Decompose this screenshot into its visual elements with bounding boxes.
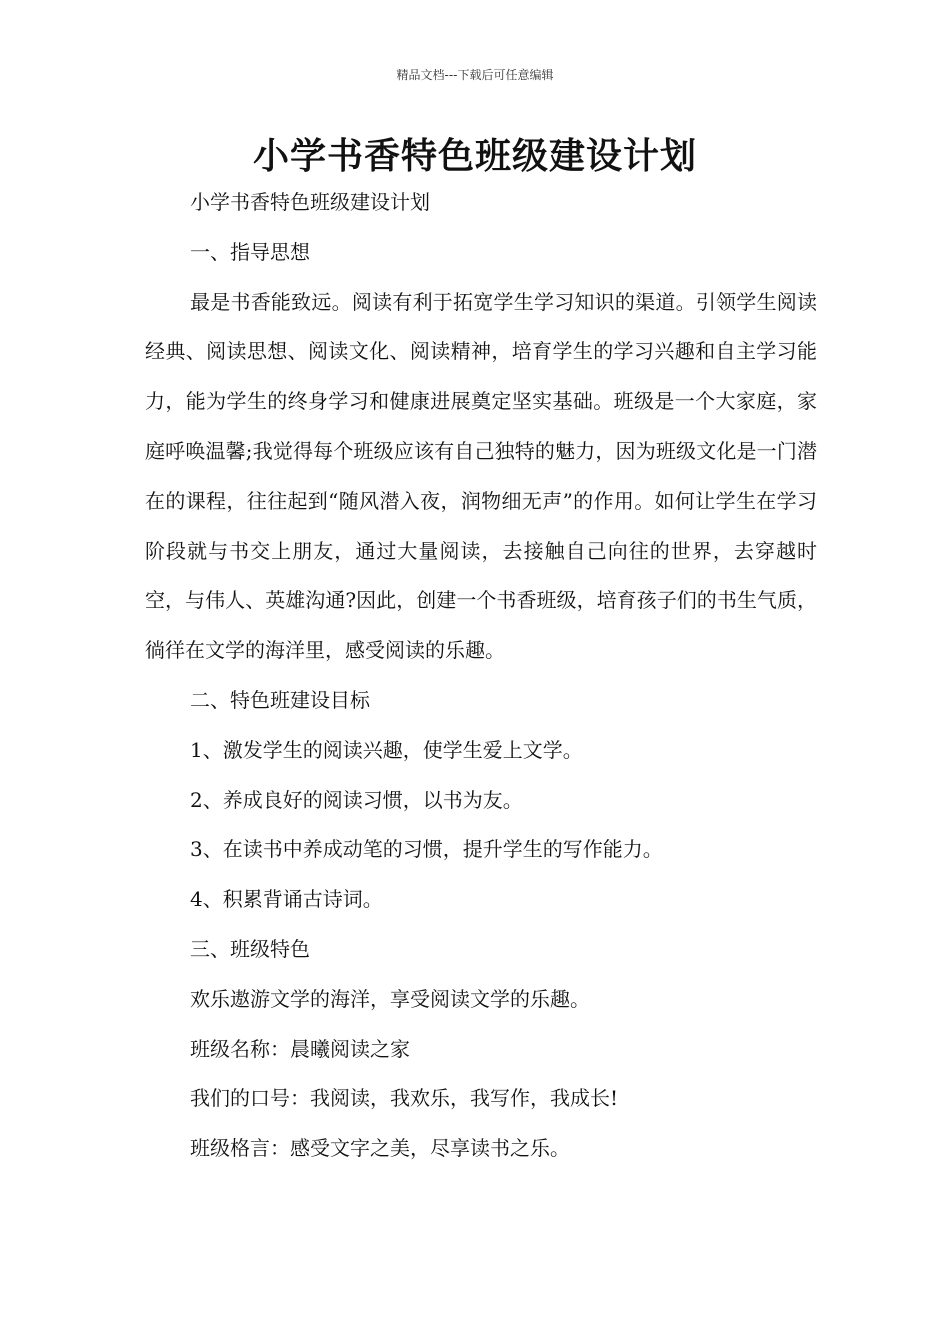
goal-item: 2、养成良好的阅读习惯，以书为友。	[190, 787, 523, 812]
guiding-ideology-paragraph: 最是书香能致远。阅读有利于拓宽学生学习知识的渠道。引领学生阅读经典、阅读思想、阅读文化、阅读精神，培育学生的学习兴趣和自主学习能力，能为学生的终身学习和健康进展奠定坚实基础。班级是一个大家庭，家庭呼唤温馨;我觉得每个班级应该有自己独特的魅力，因为班级文化是一门潜在的课程，往往起到“随风潜入夜，润物细无声”的作用。如何让学生在学习阶段就与书交上朋友，通过大量阅读，去接触自己向往的世界，去穿越时空，与伟人、英雄沟通?因此，创建一个书香班级，培育孩子们的书生气质，徜徉在文学的海洋里，感受阅读的乐趣。	[145, 289, 817, 663]
document-title: 小学书香特色班级建设计划	[252, 136, 697, 177]
class-name-line: 班级名称：晨曦阅读之家	[190, 1036, 410, 1061]
subtitle-line: 小学书香特色班级建设计划	[190, 190, 430, 214]
section-heading-goals: 二、特色班建设目标	[190, 687, 370, 712]
goal-item: 4、积累背诵古诗词。	[190, 887, 383, 912]
section-heading-class-features: 三、班级特色	[190, 936, 310, 961]
header-note: 精品文档---下载后可任意编辑	[396, 68, 554, 82]
section-heading-guiding-ideology: 一、指导思想	[190, 239, 310, 264]
motto-line: 班级格言：感受文字之美，尽享读书之乐。	[190, 1136, 570, 1161]
slogan-line: 我们的口号：我阅读，我欢乐，我写作，我成长!	[190, 1086, 619, 1111]
document-body	[145, 178, 817, 1174]
goal-item: 1、激发学生的阅读兴趣，使学生爱上文学。	[190, 737, 583, 762]
feature-line: 欢乐遨游文学的海洋，享受阅读文学的乐趣。	[190, 986, 590, 1011]
goal-item: 3、在读书中养成动笔的习惯，提升学生的写作能力。	[190, 837, 663, 862]
